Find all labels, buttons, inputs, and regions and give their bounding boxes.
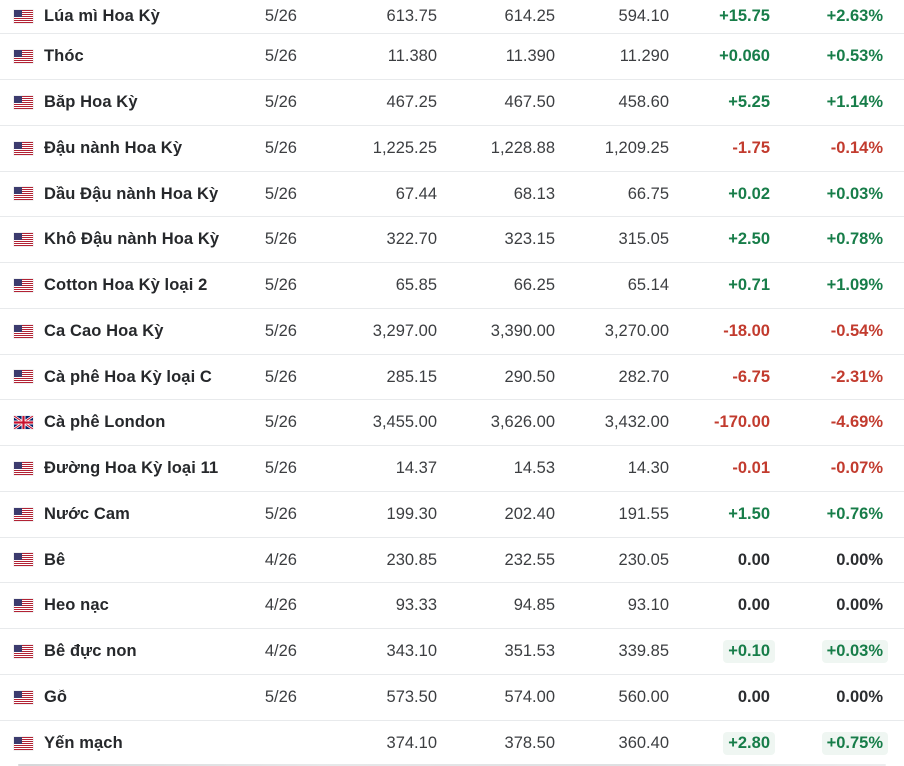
flag-cell [0,645,44,658]
low-price: 339.85 [618,642,669,661]
flag-cell [0,553,44,566]
low-price: 11.290 [619,47,669,66]
us-flag-icon [14,645,33,658]
table-row[interactable] [0,126,904,172]
high-price: 351.53 [504,642,555,661]
flag-cell [0,508,44,521]
low-price: 66.75 [627,184,669,203]
us-flag-icon [14,691,33,704]
us-flag-icon [14,279,33,292]
commodity-name: Ca Cao Hoa Kỳ [44,322,164,340]
change-value: -6.75 [732,367,770,386]
contract-month: 4/26 [264,550,297,569]
us-flag-icon [14,50,33,63]
change-value: +2.50 [728,230,770,249]
high-price: 68.13 [513,184,555,203]
change-value: 0.00 [737,596,770,615]
last-price: 93.33 [395,596,437,615]
change-value: 0.00 [737,687,770,706]
last-price: 65.85 [395,276,437,295]
low-price: 594.10 [618,7,669,26]
us-flag-icon [14,508,33,521]
change-value: -0.01 [732,459,770,478]
flag-cell [0,416,44,429]
change-value: +0.10 [669,640,775,663]
flag-cell [0,325,44,338]
contract-month: 5/26 [264,321,297,340]
flag-cell [0,187,44,200]
high-price: 3,390.00 [490,321,555,340]
high-price: 202.40 [504,504,555,523]
us-flag-icon [14,325,33,338]
table-row[interactable] [0,721,904,766]
low-price: 560.00 [618,687,669,706]
flag-cell [0,737,44,750]
contract-month: 5/26 [264,138,297,157]
table-row[interactable] [0,263,904,309]
contract-month: 4/26 [264,642,297,661]
table-row[interactable] [0,583,904,629]
high-price: 66.25 [513,276,555,295]
table-row[interactable] [0,172,904,218]
commodity-name: Thóc [44,48,84,65]
flag-cell [0,462,44,475]
us-flag-icon [14,187,33,200]
table-row[interactable] [0,675,904,721]
change-value: +0.060 [719,47,770,66]
contract-month: 5/26 [264,687,297,706]
contract-month: 5/26 [264,367,297,386]
change-percent: 0.00% [836,596,883,615]
change-value: +0.02 [728,184,770,203]
table-row[interactable] [0,492,904,538]
last-price: 467.25 [386,93,437,112]
change-value: +1.50 [728,504,770,523]
flag-cell [0,96,44,109]
us-flag-icon [14,370,33,383]
high-price: 323.15 [504,230,555,249]
table-row[interactable] [0,629,904,675]
commodity-name: Cà phê London [44,414,166,431]
change-percent: +0.75% [775,732,888,755]
low-price: 3,270.00 [604,321,669,340]
high-price: 1,228.88 [490,138,555,157]
high-price: 378.50 [504,734,555,753]
change-percent: +1.14% [826,93,883,112]
table-row[interactable] [0,446,904,492]
change-value: -170.00 [714,413,770,432]
table-row[interactable] [0,355,904,401]
change-percent: +0.76% [826,504,883,523]
commodity-name: Heo nạc [44,597,109,614]
change-percent: 0.00% [836,687,883,706]
high-price: 14.53 [513,459,555,478]
commodity-name: Cotton Hoa Kỳ loại 2 [44,277,208,294]
table-row[interactable] [0,309,904,355]
high-price: 290.50 [504,367,555,386]
last-price: 573.50 [386,687,437,706]
flag-cell [0,50,44,63]
last-price: 14.37 [395,459,437,478]
last-price: 1,225.25 [372,138,437,157]
commodity-name: Cà phê Hoa Kỳ loại C [44,368,212,386]
flag-cell [0,691,44,704]
last-price: 3,297.00 [372,321,437,340]
last-price: 343.10 [386,642,437,661]
change-percent: -2.31% [830,367,883,386]
us-flag-icon [14,462,33,475]
change-percent: -0.14% [830,138,883,157]
last-price: 613.75 [386,7,437,26]
commodity-name: Lúa mì Hoa Kỳ [44,8,160,25]
last-price: 3,455.00 [372,413,437,432]
contract-month: 5/26 [264,459,297,478]
low-price: 458.60 [618,93,669,112]
flag-cell [0,233,44,246]
low-price: 65.14 [627,276,669,295]
contract-month: 5/26 [264,7,297,26]
contract-month: 5/26 [264,184,297,203]
uk-flag-icon [14,416,33,429]
commodity-name: Yến mạch [44,735,123,752]
last-price: 230.85 [386,550,437,569]
flag-cell [0,10,44,23]
high-price: 232.55 [504,550,555,569]
table-row[interactable] [0,34,904,80]
commodity-name: Bê đực non [44,643,137,660]
table-row[interactable] [0,80,904,126]
high-price: 614.25 [504,7,555,26]
change-value: +2.80 [669,732,775,755]
table-row[interactable] [0,538,904,584]
change-percent: +0.03% [775,640,888,663]
low-price: 230.05 [618,550,669,569]
last-price: 11.380 [387,47,437,66]
change-percent: +0.78% [826,230,883,249]
low-price: 14.30 [627,459,669,478]
commodity-name: Đường Hoa Kỳ loại 11 [44,460,219,477]
last-price: 374.10 [386,734,437,753]
table-row[interactable] [0,217,904,263]
low-price: 1,209.25 [604,138,669,157]
last-price: 199.30 [386,504,437,523]
contract-month: 5/26 [264,47,297,66]
low-price: 93.10 [627,596,669,615]
table-row[interactable] [0,400,904,446]
contract-month: 4/26 [264,596,297,615]
table-row[interactable] [0,0,904,34]
change-percent: 0.00% [836,550,883,569]
commodity-name: Khô Đậu nành Hoa Kỳ [44,231,220,248]
commodity-name: Bắp Hoa Kỳ [44,94,138,111]
commodity-name: Gỗ [44,688,68,706]
commodity-name: Bê [44,551,66,569]
low-price: 3,432.00 [604,413,669,432]
commodity-name: Đậu nành Hoa Kỳ [44,139,183,157]
change-percent: +0.53% [826,47,883,66]
change-percent: -0.54% [830,321,883,340]
high-price: 11.390 [505,47,555,66]
contract-month: 5/26 [264,413,297,432]
flag-cell [0,370,44,383]
us-flag-icon [14,737,33,750]
high-price: 94.85 [513,596,555,615]
change-percent: +2.63% [826,7,883,26]
contract-month: 5/26 [264,504,297,523]
high-price: 467.50 [504,93,555,112]
contract-month: 5/26 [264,93,297,112]
low-price: 360.40 [618,734,669,753]
change-percent: -4.69% [830,413,883,432]
change-value: +5.25 [728,93,770,112]
change-value: 0.00 [737,550,770,569]
change-percent: +0.03% [826,184,883,203]
us-flag-icon [14,142,33,155]
change-percent: +1.09% [826,276,883,295]
us-flag-icon [14,553,33,566]
change-value: +0.71 [728,276,770,295]
change-value: -1.75 [732,138,770,157]
contract-month: 5/26 [264,230,297,249]
us-flag-icon [14,233,33,246]
high-price: 574.00 [504,687,555,706]
change-value: +15.75 [719,7,770,26]
us-flag-icon [14,96,33,109]
us-flag-icon [14,10,33,23]
contract-month: 5/26 [264,276,297,295]
flag-cell [0,599,44,612]
flag-cell [0,142,44,155]
high-price: 3,626.00 [490,413,555,432]
last-price: 322.70 [386,230,437,249]
flag-cell [0,279,44,292]
us-flag-icon [14,599,33,612]
change-percent: -0.07% [830,459,883,478]
low-price: 282.70 [618,367,669,386]
low-price: 191.55 [618,504,669,523]
last-price: 67.44 [395,184,437,203]
last-price: 285.15 [386,367,437,386]
commodity-name: Nước Cam [44,505,130,523]
low-price: 315.05 [618,230,669,249]
change-value: -18.00 [723,321,770,340]
commodity-name: Dầu Đậu nành Hoa Kỳ [44,185,219,203]
